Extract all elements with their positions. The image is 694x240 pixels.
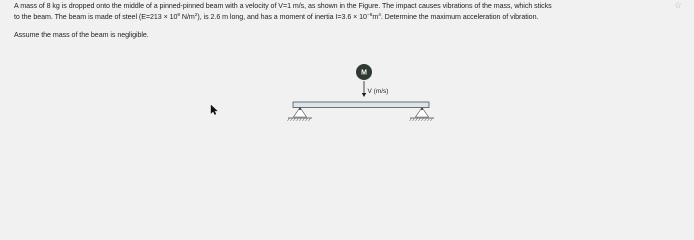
mass-block	[356, 64, 372, 80]
star-icon[interactable]: ☆	[674, 0, 683, 10]
exponent: 9	[177, 13, 181, 18]
exponent: 4	[378, 13, 381, 18]
left-pin-support	[288, 108, 313, 122]
mass-label: M	[361, 69, 367, 77]
exponent: −6	[366, 13, 373, 18]
velocity-label: V (m/s)	[367, 88, 389, 95]
problem-line-2-text: N/m	[180, 13, 195, 21]
problem-line-3	[14, 30, 690, 41]
problem-line-2-text: . Determine the maximum acceleration of vibration.	[380, 13, 539, 21]
exponent: 2	[194, 13, 198, 18]
problem-line-2-text: ), is 2.6 m long, and has a moment of inertia I=3.6 × 10	[197, 13, 367, 21]
problem-line-2-text: to the beam. The beam is made of steel (E=213 × 10	[14, 13, 178, 21]
beam	[293, 102, 429, 108]
cursor-arrow-icon	[210, 104, 218, 115]
problem-line-1	[14, 1, 690, 12]
problem-line-2-text: m	[372, 13, 379, 21]
beam-figure	[282, 62, 442, 140]
problem-line-3-text: Assume the mass of the beam is negligible.	[14, 31, 149, 39]
problem-line-1-text: A mass of 8 kg is dropped onto the middle of a pinned-pinned beam with a velocity of V=1 m/s, as shown in the Figure. The impact causes vibrations of the mass, which sticks	[14, 2, 552, 10]
problem-statement	[14, 1, 690, 41]
right-pin-support	[410, 108, 435, 122]
velocity-arrow-icon	[362, 81, 366, 97]
problem-line-2	[14, 12, 690, 23]
